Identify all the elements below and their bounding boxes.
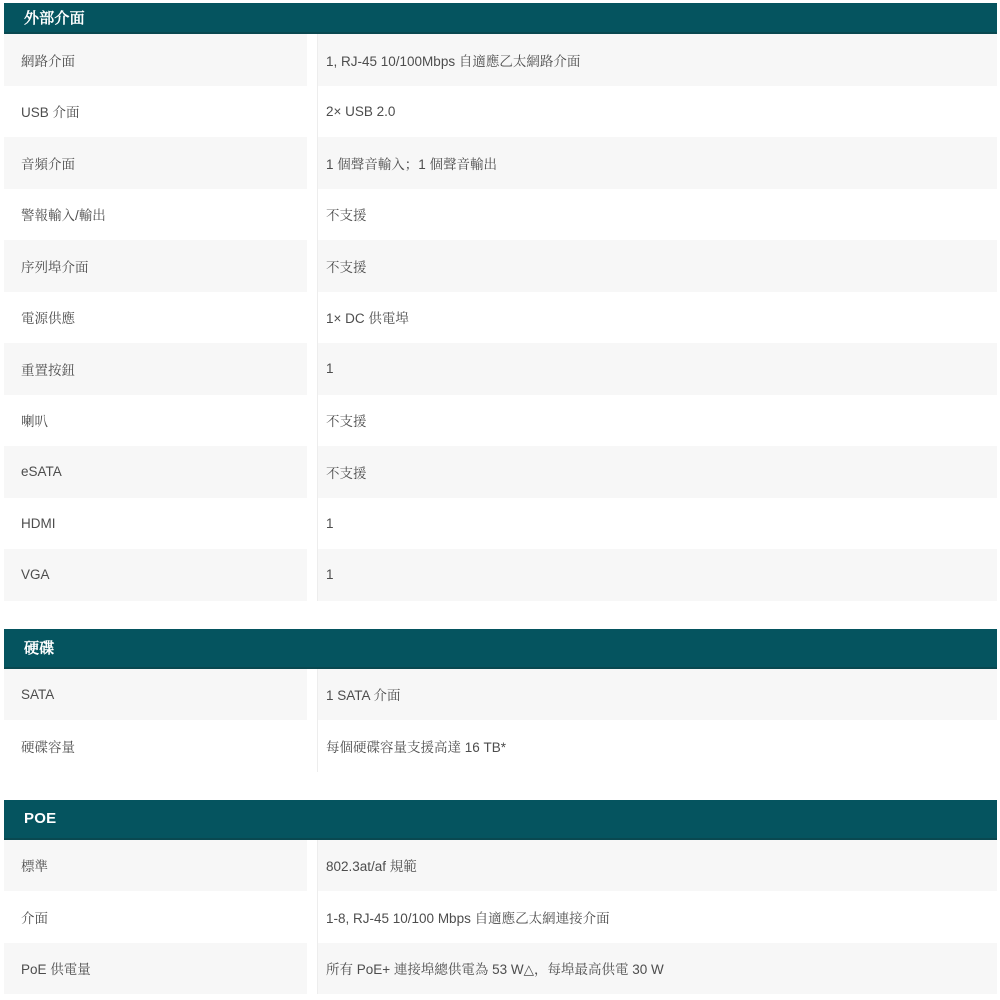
- spec-label: SATA: [4, 669, 307, 721]
- spec-value: 1× DC 供電埠: [317, 292, 997, 344]
- column-gutter: [307, 549, 317, 601]
- column-gutter: [307, 189, 317, 241]
- spec-row: [4, 943, 997, 995]
- spec-value: 1: [317, 549, 997, 601]
- spec-row: [4, 669, 997, 721]
- spec-value: 1, RJ-45 10/100Mbps 自適應乙太網路介面: [317, 34, 997, 86]
- column-gutter: [307, 498, 317, 550]
- section-header: [4, 3, 997, 34]
- section-header: [4, 629, 997, 669]
- spec-row: [4, 240, 997, 292]
- spec-value: 1: [317, 498, 997, 550]
- spec-label: PoE 供電量: [4, 943, 307, 995]
- spec-section: [4, 800, 997, 995]
- spec-value: 每個硬碟容量支援高達 16 TB*: [317, 720, 997, 772]
- spec-row: [4, 720, 997, 772]
- spec-row: [4, 446, 997, 498]
- column-gutter: [307, 720, 317, 772]
- spec-label: 標準: [4, 840, 307, 892]
- section-title: POE: [24, 810, 57, 827]
- spec-label: 電源供應: [4, 292, 307, 344]
- spec-row: [4, 549, 997, 601]
- spec-row: [4, 189, 997, 241]
- spec-label: VGA: [4, 549, 307, 601]
- spec-value: 所有 PoE+ 連接埠總供電為 53 W△，每埠最高供電 30 W: [317, 943, 997, 995]
- column-gutter: [307, 137, 317, 189]
- spec-label: eSATA: [4, 446, 307, 498]
- column-gutter: [307, 34, 317, 86]
- section-title: 外部介面: [24, 10, 85, 27]
- spec-value: 不支援: [317, 395, 997, 447]
- spec-value: 2× USB 2.0: [317, 86, 997, 138]
- spec-label: 喇叭: [4, 395, 307, 447]
- column-gutter: [307, 943, 317, 995]
- spec-row: [4, 137, 997, 189]
- spec-label: 序列埠介面: [4, 240, 307, 292]
- spec-value: 1: [317, 343, 997, 395]
- spec-table: [4, 3, 997, 994]
- spec-row: [4, 292, 997, 344]
- spec-row: [4, 343, 997, 395]
- spec-value: 1 個聲音輸入；1 個聲音輸出: [317, 137, 997, 189]
- column-gutter: [307, 292, 317, 344]
- column-gutter: [307, 446, 317, 498]
- spec-row: [4, 891, 997, 943]
- spec-value: 802.3at/af 規範: [317, 840, 997, 892]
- spec-label: 音頻介面: [4, 137, 307, 189]
- spec-section: [4, 629, 997, 772]
- spec-label: HDMI: [4, 498, 307, 550]
- spec-row: [4, 86, 997, 138]
- spec-label: 警報輸入/輸出: [4, 189, 307, 241]
- section-header: [4, 800, 997, 840]
- spec-section: [4, 3, 997, 601]
- spec-label: USB 介面: [4, 86, 307, 138]
- column-gutter: [307, 395, 317, 447]
- section-title: 硬碟: [24, 640, 55, 657]
- spec-row: [4, 498, 997, 550]
- spec-value: 不支援: [317, 240, 997, 292]
- column-gutter: [307, 86, 317, 138]
- column-gutter: [307, 840, 317, 892]
- spec-label: 介面: [4, 891, 307, 943]
- spec-row: [4, 840, 997, 892]
- spec-value: 1 SATA 介面: [317, 669, 997, 721]
- spec-label: 硬碟容量: [4, 720, 307, 772]
- spec-value: 不支援: [317, 189, 997, 241]
- column-gutter: [307, 891, 317, 943]
- spec-row: [4, 34, 997, 86]
- spec-label: 網路介面: [4, 34, 307, 86]
- spec-label: 重置按鈕: [4, 343, 307, 395]
- spec-value: 不支援: [317, 446, 997, 498]
- column-gutter: [307, 240, 317, 292]
- spec-row: [4, 395, 997, 447]
- column-gutter: [307, 343, 317, 395]
- column-gutter: [307, 669, 317, 721]
- spec-value: 1-8, RJ-45 10/100 Mbps 自適應乙太網連接介面: [317, 891, 997, 943]
